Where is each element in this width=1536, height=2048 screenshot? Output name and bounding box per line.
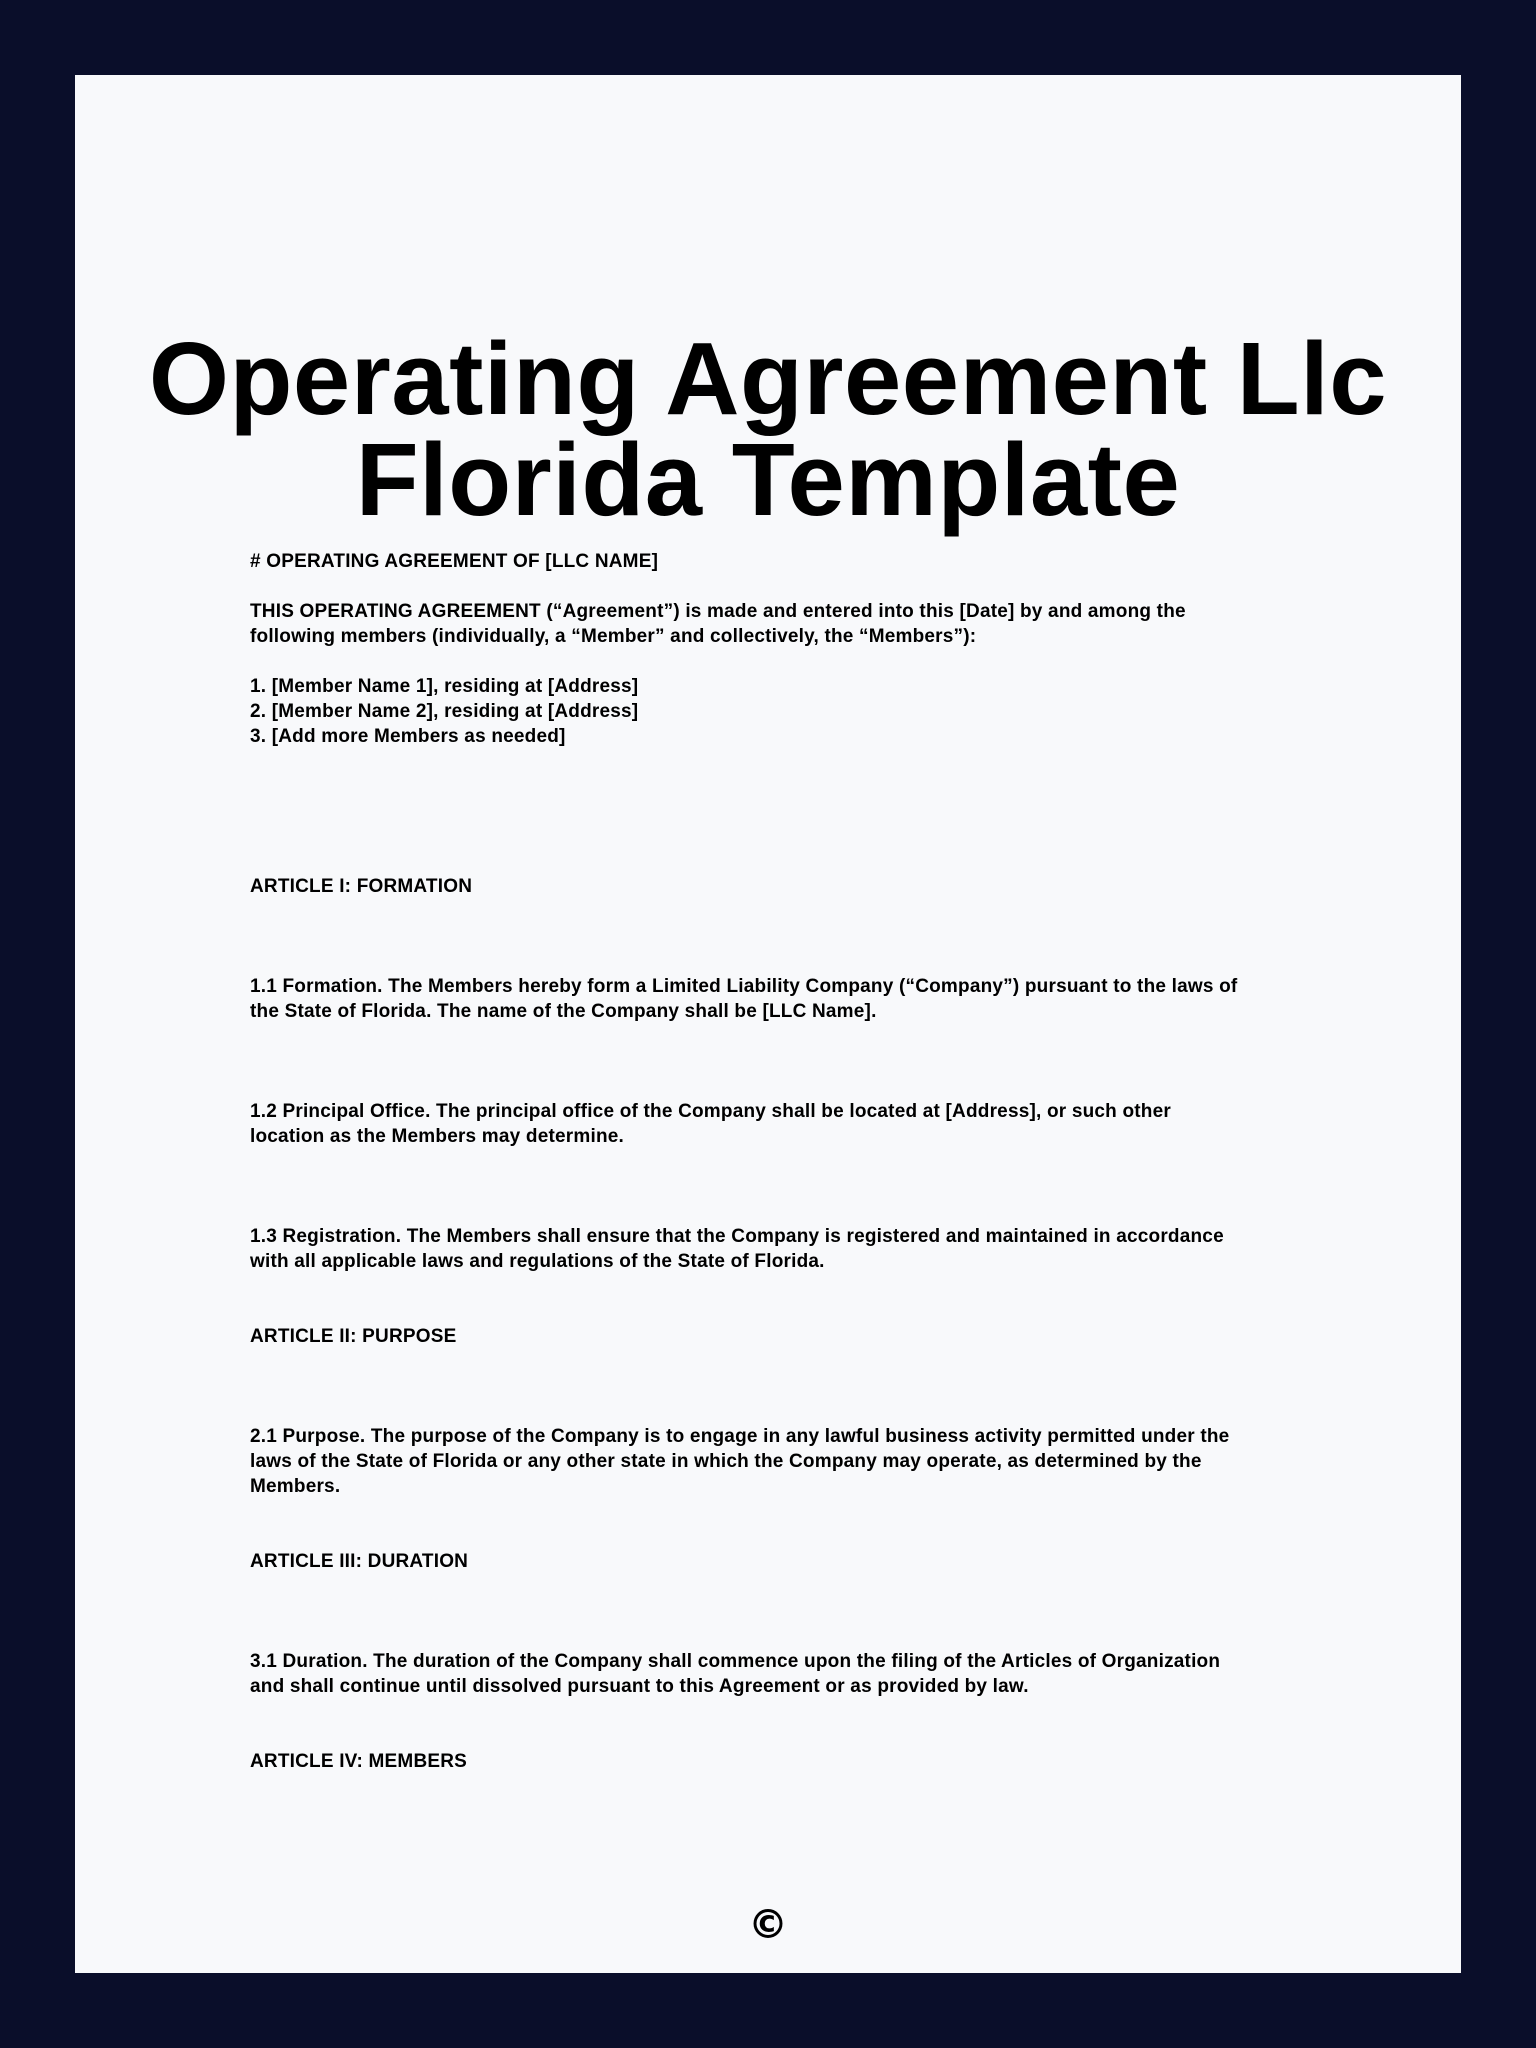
section-2-1-line-3: Members.	[250, 1476, 341, 1497]
article-members-heading: ARTICLE IV: MEMBERS	[250, 1751, 468, 1772]
section-2-1	[250, 1424, 1360, 1499]
section-3-1	[250, 1649, 1360, 1699]
member-item-1: 1. [Member Name 1], residing at [Address]	[250, 676, 639, 697]
section-3-1-line-2: and shall continue until dissolved pursuant to this Agreement or as provided by law.	[250, 1676, 1029, 1697]
section-1-3-line-2: with all applicable laws and regulations of the State of Florida.	[250, 1251, 825, 1272]
agreement-heading: # OPERATING AGREEMENT OF [LLC NAME]	[250, 551, 659, 572]
intro-line-2: following members (individually, a “Member” and collectively, the “Members”):	[250, 626, 977, 647]
article-purpose-heading: ARTICLE II: PURPOSE	[250, 1326, 457, 1347]
section-1-2	[250, 1099, 1360, 1149]
member-item-3: 3. [Add more Members as needed]	[250, 726, 566, 747]
document-title	[75, 321, 1461, 537]
title-line-1: Operating Agreement Llc	[148, 321, 1388, 436]
document-page	[75, 75, 1461, 1973]
intro-line-1: THIS OPERATING AGREEMENT (“Agreement”) is made and entered into this [Date] by and among the	[250, 601, 1186, 622]
member-item-2: 2. [Member Name 2], residing at [Address]	[250, 701, 639, 722]
section-1-3-line-1: 1.3 Registration. The Members shall ensure that the Company is registered and maintained in accordance	[250, 1226, 1224, 1247]
section-1-2-line-2: location as the Members may determine.	[250, 1126, 624, 1147]
article-formation-heading: ARTICLE I: FORMATION	[250, 876, 473, 897]
members-list	[250, 674, 1360, 749]
copyright-icon: ©	[748, 1902, 788, 1948]
section-1-2-line-1: 1.2 Principal Office. The principal office of the Company shall be located at [Address], or such other	[250, 1101, 1171, 1122]
section-3-1-line-1: 3.1 Duration. The duration of the Company shall commence upon the filing of the Articles of Organization	[250, 1651, 1221, 1672]
section-1-3	[250, 1224, 1360, 1274]
section-2-1-line-2: laws of the State of Florida or any other state in which the Company may operate, as determined by the	[250, 1451, 1202, 1472]
title-line-2: Florida Template	[355, 422, 1181, 537]
section-1-1-line-1: 1.1 Formation. The Members hereby form a Limited Liability Company (“Company”) pursuant to the laws of	[250, 976, 1238, 997]
section-1-1	[250, 974, 1360, 1024]
section-1-1-line-2: the State of Florida. The name of the Company shall be [LLC Name].	[250, 1001, 877, 1022]
article-duration-heading: ARTICLE III: DURATION	[250, 1551, 469, 1572]
section-2-1-line-1: 2.1 Purpose. The purpose of the Company is to engage in any lawful business activity permitted under the	[250, 1426, 1230, 1447]
intro-paragraph	[250, 599, 1360, 649]
